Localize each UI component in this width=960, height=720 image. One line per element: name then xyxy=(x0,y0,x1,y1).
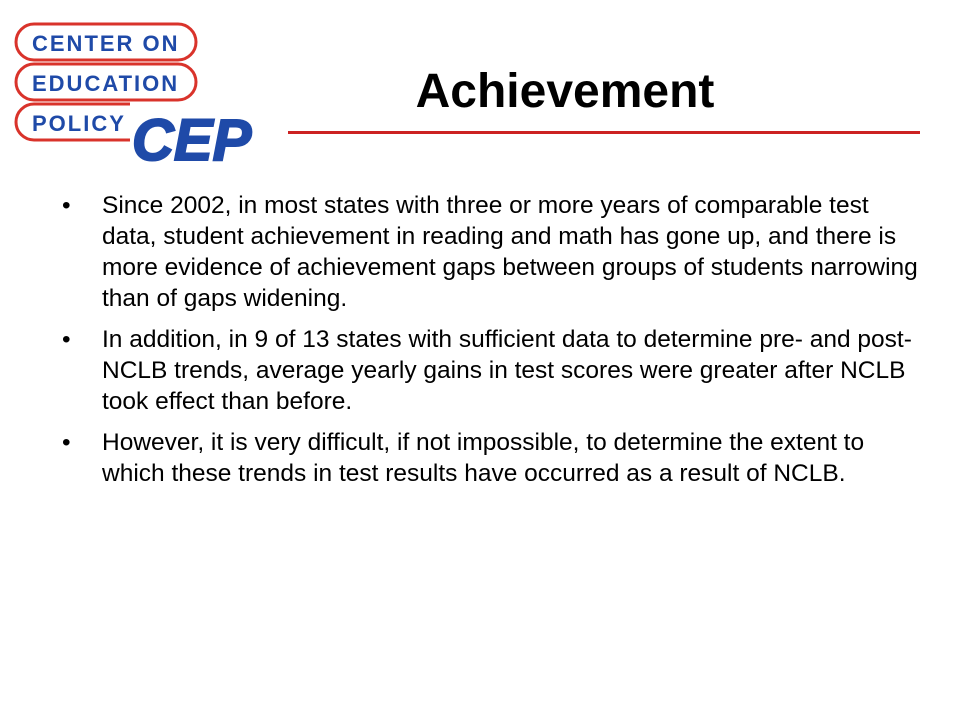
cep-logo xyxy=(10,18,300,178)
bullet-marker: • xyxy=(62,192,71,219)
slide-title: Achievement xyxy=(415,65,715,118)
logo-text-education: EDUCATION xyxy=(32,71,180,96)
bullet-list xyxy=(60,190,920,499)
bullet-item xyxy=(60,324,920,417)
logo-text-policy: POLICY xyxy=(32,111,126,136)
title-divider xyxy=(288,131,920,134)
bullet-text: However, it is very difficult, if not impossible, to determine the extent to which these trends in test results have occurred as a result of NCLB. xyxy=(102,429,865,487)
bullet-item xyxy=(60,190,920,314)
logo-text-center-on: CENTER ON xyxy=(32,31,180,56)
bullet-marker: • xyxy=(62,429,71,456)
bullet-text: Since 2002, in most states with three or more years of comparable test data, student achievement in reading and math has gone up, and there is more evidence of achievement gaps between groups of students narrowing than of gaps widening. xyxy=(102,192,918,312)
bullet-text: In addition, in 9 of 13 states with sufficient data to determine pre- and post-NCLB trends, average yearly gains in test scores were greater after NCLB took effect than before. xyxy=(102,326,912,415)
bullet-marker: • xyxy=(62,326,71,353)
logo-mark-cep: CEP xyxy=(132,108,252,173)
bullet-item xyxy=(60,427,920,489)
